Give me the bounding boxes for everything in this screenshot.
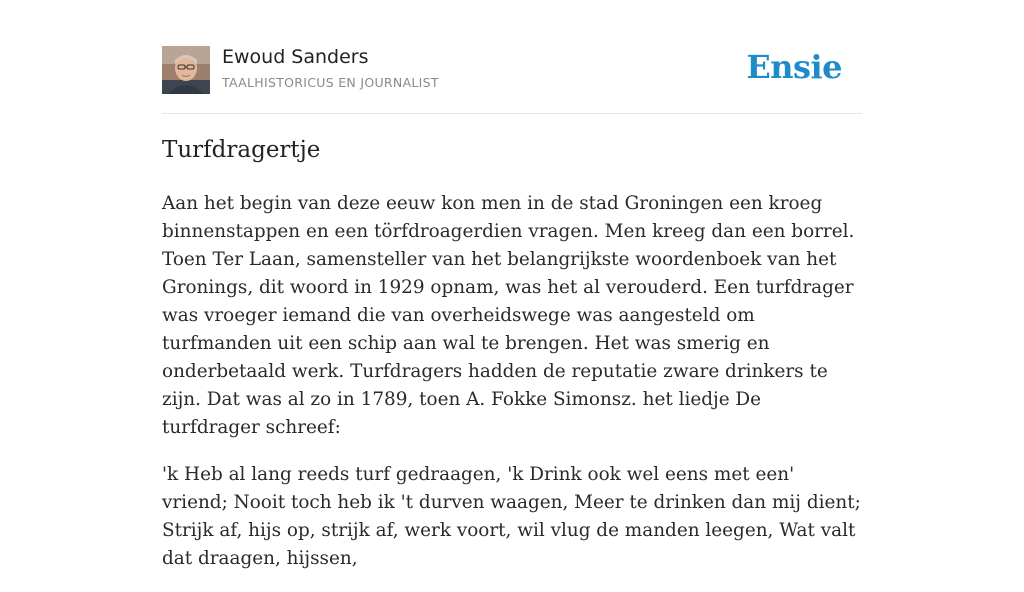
author-role: TAALHISTORICUS EN JOURNALIST: [222, 75, 439, 90]
article-header: [162, 46, 862, 96]
ensie-logo-link[interactable]: Ensie: [746, 48, 842, 86]
author-avatar[interactable]: [162, 46, 210, 94]
header-divider: [162, 113, 862, 114]
article-body: [162, 190, 862, 592]
article-paragraph: Aan het begin van deze eeuw kon men in de stad Groningen een kroeg binnenstappen en een törfdroagerdien vragen. Men kreeg dan een borrel. Toen Ter Laan, samensteller van het belangrijkste woordenboek van het Gronings, dit woord in 1929 opnam, was het al verouderd. Een turfdrager was vroeger iemand die van overheidswege was aangesteld om turfmanden uit een schip aan wal te brengen. Het was smerig en onderbetaald werk. Turfdragers hadden de reputatie zware drinkers te zijn. Dat was al zo in 1789, toen A. Fokke Simonsz. het liedje De turfdrager schreef:: [162, 193, 855, 438]
person-avatar-icon: [162, 46, 210, 94]
author-name[interactable]: Ewoud Sanders: [222, 46, 369, 68]
article-paragraph: 'k Heb al lang reeds turf gedraagen, 'k Drink ook wel eens met een' vriend; Nooit toch heb ik 't durven waagen, Meer te drinken dan mij dient; Strijk af, hijs op, strijk af, werk voort, wil vlug de manden leegen, Wat valt dat draagen, hijssen,: [162, 464, 861, 569]
article-title: Turfdragertje: [162, 137, 321, 163]
